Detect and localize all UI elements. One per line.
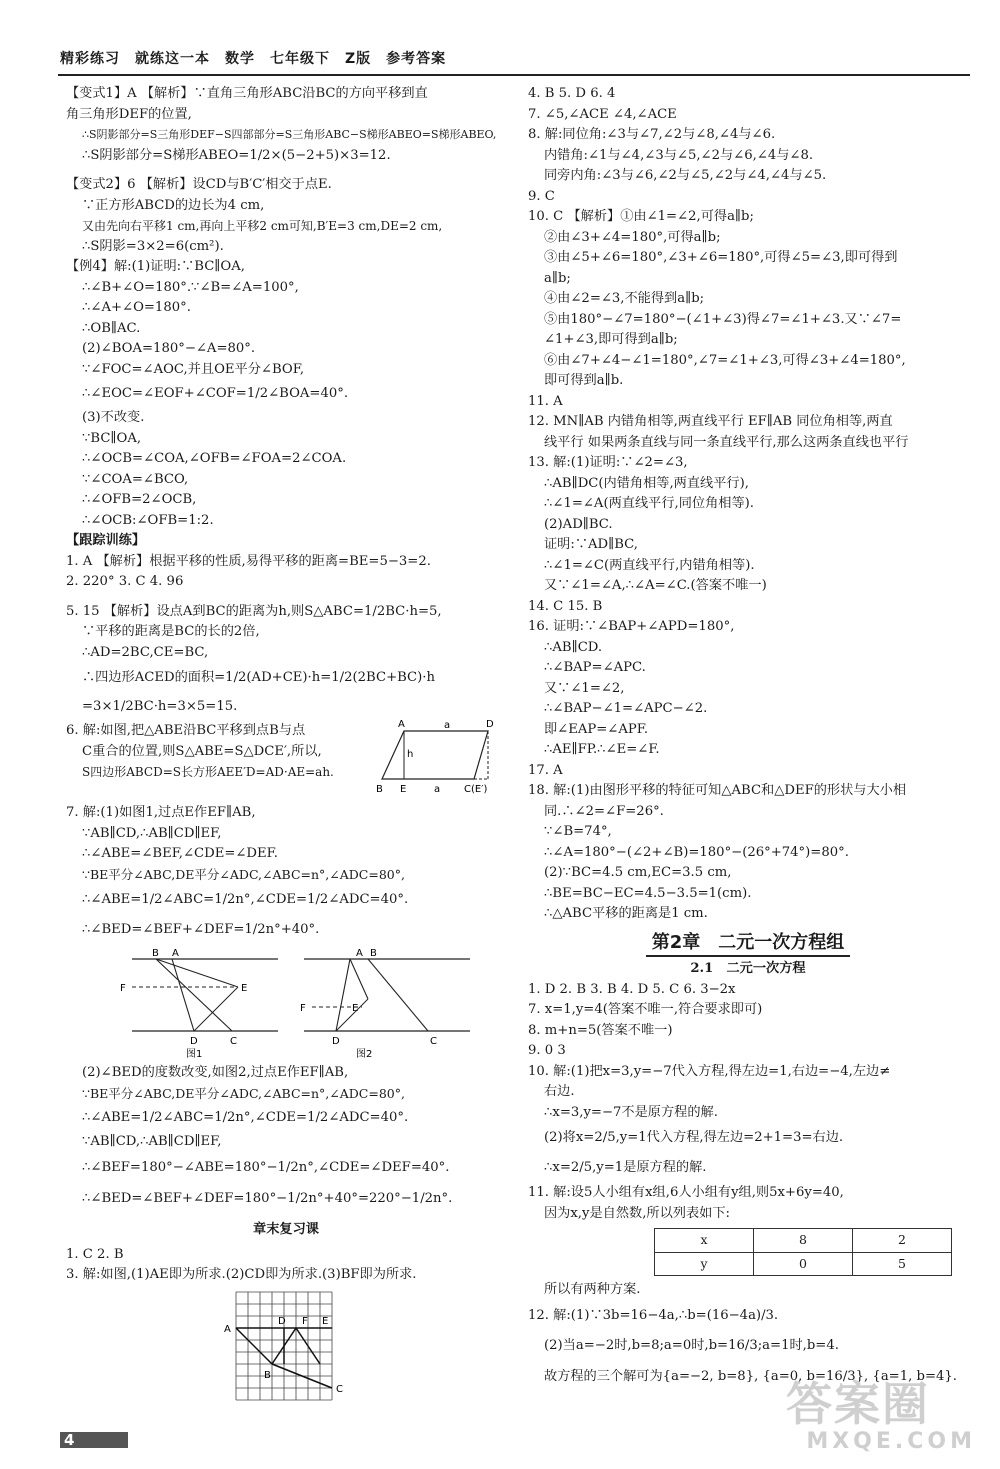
text-line: 3. 解:如图,(1)AE即为所求.(2)CD即为所求.(3)BF即为所求.: [66, 1267, 417, 1282]
text-line: 6. 解:如图,把△ABE沿BC平移到点B与点: [66, 723, 306, 738]
text-line: ∴∠BAP−∠1=∠APC−∠2.: [544, 701, 708, 716]
text-line: ∠1+∠3,即可得到a∥b;: [544, 332, 678, 347]
text-line: ∴∠BED=∠BEF+∠DEF=1/2n°+40°.: [82, 922, 320, 937]
label-h: h: [407, 749, 414, 760]
table-cell: 5: [853, 1252, 952, 1276]
text-line: 12. MN∥AB 内错角相等,两直线平行 EF∥AB 同位角相等,两直: [528, 414, 893, 429]
table-cell: 0: [754, 1252, 853, 1276]
text-line: 8. 解:同位角:∠3与∠7,∠2与∠8,∠4与∠6.: [528, 127, 776, 142]
text-line: ∴∠1=∠A(两直线平行,同位角相等).: [544, 496, 755, 511]
text-line: ∴S阴影部分=S三角形DEF−S四部部分=S三角形ABC−S梯形ABEO=S梯形ABEO,: [82, 128, 497, 141]
text-line: ∴∠ABE=1/2∠ABC=1/2n°,∠CDE=1/2∠ADC=40°.: [82, 892, 409, 907]
text-line: 又∵∠1=∠A,∴∠A=∠C.(答案不唯一): [544, 578, 767, 593]
header-rule: [58, 74, 970, 76]
text-line: (2)当a=−2时,b=8;a=0时,b=16/3;a=1时,b=4.: [544, 1337, 839, 1353]
text-line: ∴∠1=∠C(两直线平行,内错角相等).: [544, 557, 755, 573]
grid-label-A: A: [224, 1323, 231, 1335]
text-line: ∴AE∥FP.∴∠E=∠F.: [544, 742, 660, 757]
text-line: (2)∠BED的度数改变,如图2,过点E作EF∥AB,: [82, 1065, 349, 1080]
watermark-text: 答案圈: [786, 1377, 930, 1431]
text-line: 7. 解:(1)如图1,过点E作EF∥AB,: [66, 805, 256, 820]
grid-label-B: B: [264, 1369, 271, 1381]
text-line: 10. C 【解析】①由∠1=∠2,可得a∥b;: [528, 209, 754, 224]
grid-label-C: C: [336, 1383, 343, 1395]
label-E: E: [400, 784, 407, 795]
text-line: ∴∠ABE=1/2∠ABC=1/2n°,∠CDE=1/2∠ADC=40°.: [82, 1110, 409, 1125]
text-line: (2)将x=2/5,y=1代入方程,得左边=2+1=3=右边.: [544, 1130, 844, 1145]
section-heading: 章末复习课: [253, 1221, 319, 1237]
text-line: a∥b;: [544, 270, 571, 286]
text-line: ∴∠EOC=∠EOF+∠COF=1/2∠BOA=40°.: [82, 386, 349, 401]
text-line: ∵平移的距离是BC的长的2倍,: [82, 624, 260, 639]
fig2-label-F: F: [300, 1003, 306, 1014]
text-line: 5. 15 【解析】设点A到BC的距离为h,则S△ABC=1/2BC·h=5,: [66, 603, 442, 619]
text-line: ∴x=2/5,y=1是原方程的解.: [544, 1160, 707, 1175]
text-line: ∴四边形ACED的面积=1/2(AD+CE)·h=1/2(2BC+BC)·h: [82, 670, 435, 685]
fig1-label-E: E: [241, 983, 248, 994]
text-line: ∴∠A+∠O=180°.: [82, 300, 191, 315]
text-line: 1. D 2. B 3. B 4. D 5. C 6. 3−2x: [528, 981, 736, 997]
label-D: D: [486, 719, 494, 730]
text-line: 1. C 2. B: [66, 1246, 124, 1262]
text-line: 内错角:∠1与∠4,∠3与∠5,∠2与∠6,∠4与∠8.: [544, 147, 814, 163]
text-line: ∴∠BEF=180°−∠ABE=180°−1/2n°,∠CDE=∠DEF=40°.: [82, 1159, 450, 1175]
label-CE: C(E′): [464, 784, 488, 795]
text-line: 16. 证明:∵∠BAP+∠APD=180°,: [528, 619, 735, 634]
problem-6-block: [66, 721, 506, 803]
text-line: ∵∠B=74°,: [544, 824, 612, 839]
text-line: ∴x=3,y=−7不是原方程的解.: [544, 1104, 718, 1120]
text-line: 9. 0 3: [528, 1043, 566, 1058]
table-header-x: x: [655, 1229, 754, 1253]
chapter-title: 第2章 二元一次方程组: [528, 933, 968, 958]
page-number: 4: [60, 1432, 128, 1448]
label-a: a: [444, 720, 451, 731]
text-line: 4. B 5. D 6. 4: [528, 86, 616, 101]
section-heading: 【跟踪训练】: [66, 533, 146, 548]
text-line: ④由∠2=∠3,不能得到a∥b;: [544, 291, 705, 306]
label-A: A: [398, 719, 405, 730]
text-line: ∴AB∥DC(内错角相等,两直线平行),: [544, 475, 749, 491]
text-line: 18. 解:(1)由图形平移的特征可知△ABC和△DEF的形状与大小相: [528, 783, 907, 798]
text-line: C重合的位置,则S△ABE=S△DCE′,所以,: [82, 743, 322, 759]
text-line: 【例4】解:(1)证明:∵BC∥OA,: [66, 259, 245, 274]
text-line: ∵BC∥OA,: [82, 430, 142, 446]
text-line: ∵AB∥CD,∴AB∥CD∥EF,: [82, 1134, 222, 1149]
text-line: ∵BE平分∠ABC,DE平分∠ADC,∠ABC=n°,∠ADC=80°,: [82, 866, 405, 882]
text-line: ∴S阴影=3×2=6(cm²).: [82, 238, 224, 254]
watermark-logo: [786, 1378, 976, 1458]
text-line: 10. 解:(1)把x=3,y=−7代入方程,得左边=1,右边=−4,左边≠: [528, 1063, 891, 1079]
fig1-label-A: A: [172, 948, 179, 959]
text-line: 又∵∠1=∠2,: [544, 680, 625, 696]
text-line: 同旁内角:∠3与∠6,∠2与∠5,∠2与∠4,∠4与∠5.: [544, 168, 827, 183]
text-line: ∴S阴影部分=S梯形ABEO=1/2×(5−2+5)×3=12.: [82, 147, 391, 163]
text-line: ∴AD=2BC,CE=BC,: [82, 644, 209, 660]
table-cell: 8: [754, 1229, 853, 1253]
table-row: [655, 1229, 952, 1253]
text-line: ∵AB∥CD,∴AB∥CD∥EF,: [82, 825, 222, 841]
text-line: 线平行 如果两条直线与同一条直线平行,那么这两条直线也平行: [544, 434, 909, 450]
text-line: ⑤由180°−∠7=180°−(∠1+∠3)得∠7=∠1+∠3.又∵∠7=: [544, 311, 902, 327]
text-line: 7. ∠5,∠ACE ∠4,∠ACE: [528, 106, 677, 122]
text-line: 证明:∵AD∥BC,: [544, 537, 638, 552]
text-line: 角三角形DEF的位置,: [66, 106, 192, 122]
fig1-caption: 图1: [186, 1049, 203, 1059]
grid-label-F: F: [302, 1315, 308, 1327]
text-line: 又由先向右平移1 cm,再向上平移2 cm可知,B′E=3 cm,DE=2 cm,: [82, 219, 443, 233]
text-line: ∴∠B+∠O=180°.∵∠B=∠A=100°,: [82, 279, 299, 295]
fig2-label-B: B: [370, 948, 377, 959]
text-line: ∵∠FOC=∠AOC,并且OE平分∠BOF,: [82, 361, 305, 377]
section-heading: 2.1 二元一次方程: [690, 961, 806, 976]
right-column: [528, 84, 968, 1393]
text-line: 12. 解:(1)∵3b=16−4a,∴b=(16−4a)/3.: [528, 1307, 779, 1323]
label-a2: a: [434, 784, 441, 795]
text-line: ∵∠COA=∠BCO,: [82, 471, 189, 487]
fig2-label-C: C: [430, 1036, 437, 1047]
text-line: 1. A 【解析】根据平移的性质,易得平移的距离=BE=5−3=2.: [66, 553, 431, 569]
fig1-label-F: F: [120, 983, 126, 994]
table-header-y: y: [655, 1252, 754, 1276]
text-line: ∴∠BED=∠BEF+∠DEF=180°−1/2n°+40°=220°−1/2n°.: [82, 1190, 453, 1206]
fig2-caption: 图2: [356, 1049, 373, 1059]
text-line: 【变式2】6 【解析】设CD与B′C′相交于点E.: [66, 177, 332, 192]
text-line: ∴∠OFB=2∠OCB,: [82, 492, 197, 507]
text-line: ∴BE=BC−EC=4.5−3.5=1(cm).: [544, 885, 752, 901]
text-line: 故方程的三个解可为{a=−2, b=8}, {a=0, b=16/3}, {a=1, b=4}.: [544, 1368, 957, 1384]
fig2-label-A: A: [356, 948, 363, 959]
fig2-label-D: D: [332, 1036, 340, 1047]
text-line: 【变式1】A 【解析】∵直角三角形ABC沿BC的方向平移到直: [66, 86, 428, 101]
text-line: ∴OB∥AC.: [82, 320, 141, 336]
fig1-label-B: B: [152, 948, 159, 959]
text-line: ∵正方形ABCD的边长为4 cm,: [82, 197, 265, 213]
figure-2: [298, 947, 478, 1059]
text-line: ∴△ABC平移的距离是1 cm.: [544, 906, 708, 921]
grid-figure: [216, 1288, 356, 1408]
text-line: ③由∠5+∠6=180°,∠3+∠6=180°,可得∠5=∠3,即可得到: [544, 250, 898, 265]
text-line: 14. C 15. B: [528, 598, 603, 614]
table-row: [655, 1252, 952, 1276]
page-header: 精彩练习 就练这一本 数学 七年级下 Z版 参考答案: [60, 51, 447, 67]
text-line: ∴∠BAP=∠APC.: [544, 660, 646, 675]
text-line: ∴∠OCB=∠COA,∠OFB=∠FOA=2∠COA.: [82, 451, 347, 466]
text-line: (2)AD∥BC.: [544, 516, 613, 532]
label-B: B: [376, 784, 383, 795]
grid-label-D: D: [278, 1315, 286, 1327]
text-line: ⑥由∠7+∠4−∠1=180°,∠7=∠1+∠3,可得∠3+∠4=180°,: [544, 352, 906, 368]
watermark-url: MXQE.COM: [806, 1429, 976, 1454]
text-line: 因为x,y是自然数,所以列表如下:: [544, 1205, 730, 1221]
fig2-label-E: E: [352, 1003, 359, 1014]
fig1-label-C: C: [230, 1036, 237, 1047]
text-line: 右边.: [544, 1084, 575, 1099]
text-line: (2)∠BOA=180°−∠A=80°.: [82, 341, 256, 356]
text-line: 2. 220° 3. C 4. 96: [66, 574, 184, 589]
text-line: ∴∠ABE=∠BEF,∠CDE=∠DEF.: [82, 846, 278, 861]
left-column: [66, 84, 506, 1415]
text-line: 7. x=1,y=4(答案不唯一,符合要求即可): [528, 1002, 763, 1017]
text-line: 9. C: [528, 188, 555, 204]
parallelogram-figure: [372, 717, 512, 797]
text-line: 11. 解:设5人小组有x组,6人小组有y组,则5x+6y=40,: [528, 1185, 844, 1200]
text-line: ∴AB∥CD.: [544, 639, 603, 655]
solution-table: [654, 1228, 952, 1276]
text-line: 即可得到a∥b.: [544, 373, 624, 388]
text-line: 11. A: [528, 393, 563, 409]
text-line: 即∠EAP=∠APF.: [544, 721, 649, 737]
text-line: 8. m+n=5(答案不唯一): [528, 1022, 673, 1038]
fig1-label-D: D: [190, 1036, 198, 1047]
text-line: ∴∠A=180°−(∠2+∠B)=180°−(26°+74°)=80°.: [544, 844, 849, 860]
grid-label-E: E: [322, 1315, 329, 1327]
figures-7: [66, 945, 506, 1063]
text-line: 所以有两种方案.: [544, 1282, 641, 1297]
text-line: (3)不改变.: [82, 410, 145, 425]
text-line: 17. A: [528, 762, 563, 778]
text-line: =3×1/2BC·h=3×5=15.: [82, 699, 238, 714]
text-line: (2)∵BC=4.5 cm,EC=3.5 cm,: [544, 865, 732, 880]
figure-1: [116, 947, 286, 1059]
text-line: S四边形ABCD=S长方形AEE′D=AD·AE=ah.: [82, 765, 334, 779]
text-line: ∵BE平分∠ABC,DE平分∠ADC,∠ABC=n°,∠ADC=80°,: [82, 1085, 405, 1101]
table-cell: 2: [853, 1229, 952, 1253]
text-line: 同.∴∠2=∠F=26°.: [544, 803, 664, 819]
text-line: ②由∠3+∠4=180°,可得a∥b;: [544, 229, 721, 245]
text-line: ∴∠OCB:∠OFB=1:2.: [82, 512, 214, 528]
text-line: 13. 解:(1)证明:∵∠2=∠3,: [528, 455, 688, 470]
